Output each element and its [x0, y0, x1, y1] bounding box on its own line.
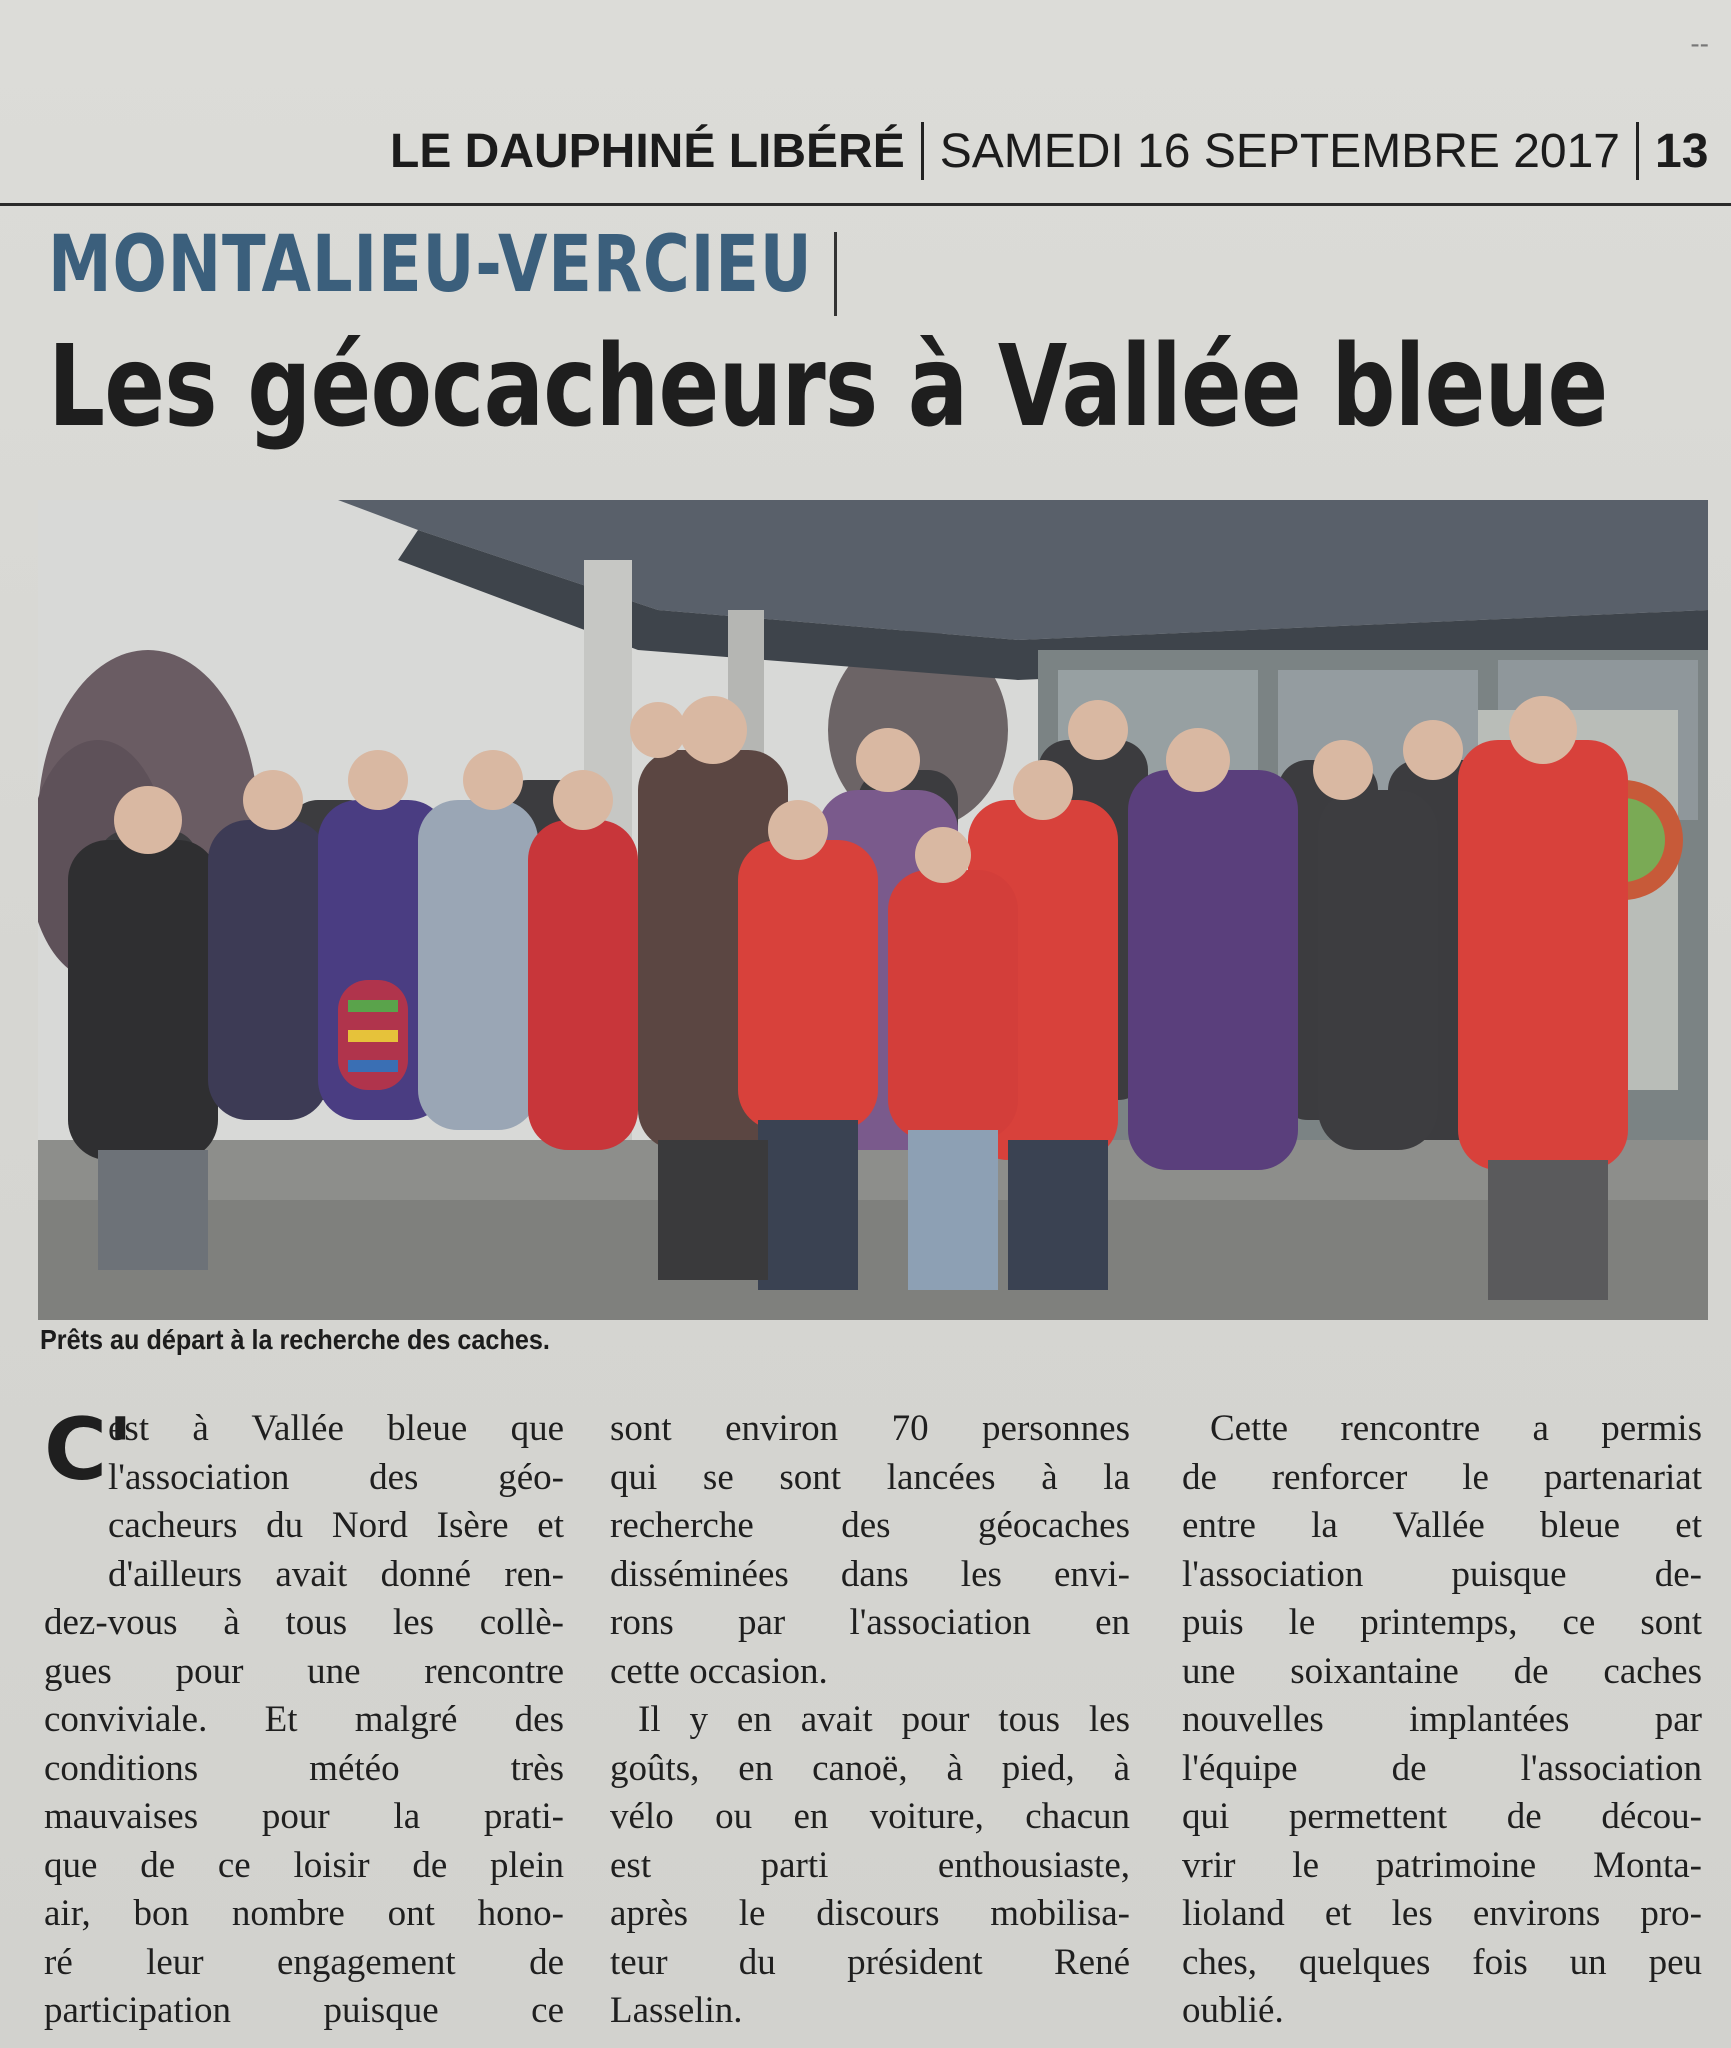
article-line: air, bon nombre ont hono- — [44, 1893, 564, 1934]
page-header — [390, 122, 1708, 180]
article-line: est parti enthousiaste, — [610, 1844, 1130, 1886]
article-line: qui se sont lancées à la — [610, 1456, 1130, 1498]
article-line: de renforcer le partenariat — [1182, 1456, 1702, 1498]
article-line: ré leur engagement de — [44, 1941, 564, 1983]
article-line: vélo ou en voiture, chacun — [610, 1796, 1130, 1837]
article-line: recherche des géocaches — [610, 1505, 1130, 1546]
article-line: que de ce loisir de plein — [44, 1844, 564, 1886]
article-line: Il y en avait pour tous les — [638, 1699, 1130, 1740]
article-line: Lasselin. — [610, 1990, 743, 2031]
article-line: dez-vous à tous les collè- — [44, 1602, 564, 1643]
article-line: rons par l'association en — [610, 1602, 1130, 1643]
section-divider — [834, 232, 837, 316]
article-column-3 — [1182, 1405, 1702, 2036]
article-line: disséminées dans les envi- — [610, 1553, 1130, 1595]
header-rule — [0, 203, 1731, 206]
article-line: l'association puisque de- — [1182, 1553, 1702, 1595]
article-headline: Les géocacheurs à Vallée bleue — [48, 322, 1608, 452]
article-line: l'association des géo- — [108, 1456, 564, 1498]
article-column-2 — [610, 1405, 1130, 2036]
article-line: nouvelles implantées par — [1182, 1699, 1702, 1740]
article-line: est à Vallée bleue que — [108, 1408, 564, 1449]
article-line: Cette rencontre a permis — [1210, 1408, 1702, 1449]
group-photo — [38, 500, 1708, 1320]
article-line: cacheurs du Nord Isère et — [108, 1505, 564, 1546]
article-line: une soixantaine de caches — [1182, 1650, 1702, 1692]
article-line: d'ailleurs avait donné ren- — [108, 1553, 564, 1595]
article-line: l'équipe de l'association — [1182, 1747, 1702, 1789]
article-line: sont environ 70 personnes — [610, 1408, 1130, 1449]
article-line: conviviale. Et malgré des — [44, 1699, 564, 1740]
page-number: 13 — [1655, 124, 1709, 178]
newspaper-name: LE DAUPHINÉ LIBÉRÉ — [390, 124, 905, 178]
article-line: goûts, en canoë, à pied, à — [610, 1747, 1130, 1789]
drop-cap: C' — [44, 1400, 134, 1500]
article-line: gues pour une rencontre — [44, 1650, 564, 1692]
issue-date: SAMEDI 16 SEPTEMBRE 2017 — [939, 124, 1620, 178]
article-line: lioland et les environs pro- — [1182, 1893, 1702, 1934]
article-line: oublié. — [1182, 1990, 1284, 2031]
article-line: cette occasion. — [610, 1650, 828, 1692]
article-column-1 — [44, 1400, 564, 2036]
article-line: puis le printemps, ce sont — [1182, 1602, 1702, 1643]
article-line: qui permettent de décou- — [1182, 1796, 1702, 1837]
corner-mark: -- — [1690, 28, 1709, 59]
article-line: vrir le patrimoine Monta- — [1182, 1844, 1702, 1886]
article-line: teur du président René — [610, 1941, 1130, 1983]
article-line: conditions météo très — [44, 1747, 564, 1789]
header-divider — [921, 122, 924, 180]
header-divider — [1636, 122, 1639, 180]
article-line: entre la Vallée bleue et — [1182, 1505, 1702, 1546]
article-line: participation puisque ce — [44, 1990, 564, 2031]
section-title: MONTALIEU-VERCIEU — [48, 220, 813, 310]
article-line: mauvaises pour la prati- — [44, 1796, 564, 1837]
photo-caption: Prêts au départ à la recherche des caches. — [40, 1324, 550, 1355]
article-line: ches, quelques fois un peu — [1182, 1941, 1702, 1983]
article-line: après le discours mobilisa- — [610, 1893, 1130, 1934]
